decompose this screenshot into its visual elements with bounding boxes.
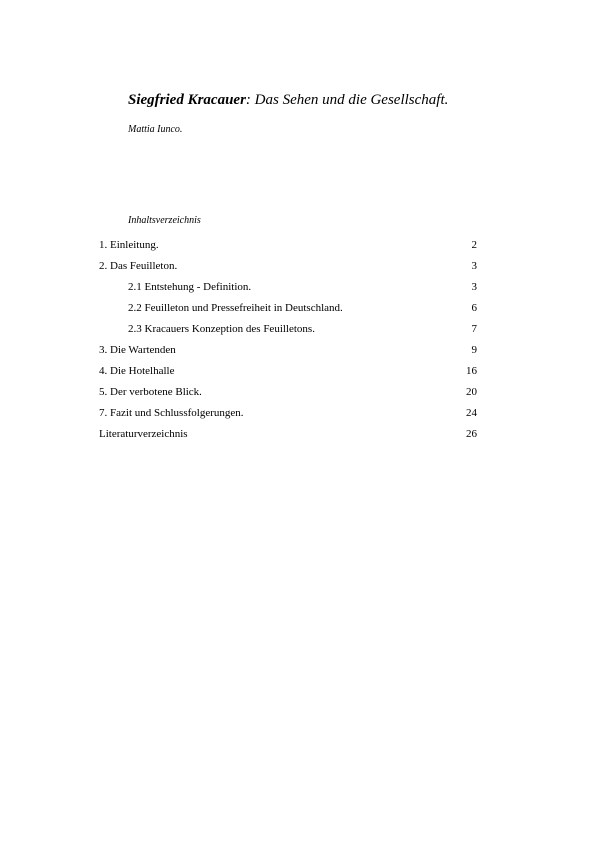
toc-entry-verbotene-blick	[99, 385, 477, 399]
toc-entry-label: 7. Fazit und Schlussfolgerungen.	[99, 407, 244, 419]
title-author: Siegfried Kracauer	[128, 92, 246, 108]
toc-entry-label: 1. Einleitung.	[99, 239, 159, 251]
toc-entry-page: 24	[466, 407, 477, 419]
toc-entry-einleitung	[99, 238, 477, 252]
toc-entry-label: 5. Der verbotene Blick.	[99, 386, 202, 398]
toc-entry-label: 3. Die Wartenden	[99, 344, 176, 356]
toc-entry-page: 26	[466, 428, 477, 440]
toc-entry-literaturverzeichnis	[99, 427, 477, 441]
toc-entry-label: 2.2 Feuilleton und Pressefreiheit in Deutschland.	[128, 302, 343, 314]
toc-entry-konzeption	[128, 322, 477, 336]
toc-entry-entstehung	[128, 280, 477, 294]
toc-entry-page: 2	[471, 239, 477, 251]
toc-entry-fazit	[99, 406, 477, 420]
toc-heading: Inhaltsverzeichnis	[128, 215, 201, 226]
toc-entry-page: 20	[466, 386, 477, 398]
toc-entry-page: 9	[471, 344, 477, 356]
toc-entry-page: 7	[471, 323, 477, 335]
title-rest: : Das Sehen und die Gesellschaft.	[245, 92, 449, 108]
toc-entry-label: Literaturverzeichnis	[99, 428, 188, 440]
toc-entry-page: 16	[466, 365, 477, 377]
toc-entry-pressefreiheit	[128, 301, 477, 315]
toc-entry-label: 2.1 Entstehung - Definition.	[128, 281, 252, 293]
toc-entry-hotelhalle	[99, 364, 477, 378]
toc-entry-page: 3	[471, 260, 477, 272]
toc-entry-label: 2. Das Feuilleton.	[99, 260, 178, 272]
toc-entry-feuilleton	[99, 259, 477, 273]
toc-entry-label: 4. Die Hotelhalle	[99, 365, 175, 377]
toc-entry-page: 6	[471, 302, 477, 314]
toc-entry-page: 3	[471, 281, 477, 293]
document-author: Mattia Iunco.	[128, 124, 183, 135]
toc-entry-label: 2.3 Kracauers Konzeption des Feuilletons.	[128, 323, 315, 335]
toc-entry-wartenden	[99, 343, 477, 357]
